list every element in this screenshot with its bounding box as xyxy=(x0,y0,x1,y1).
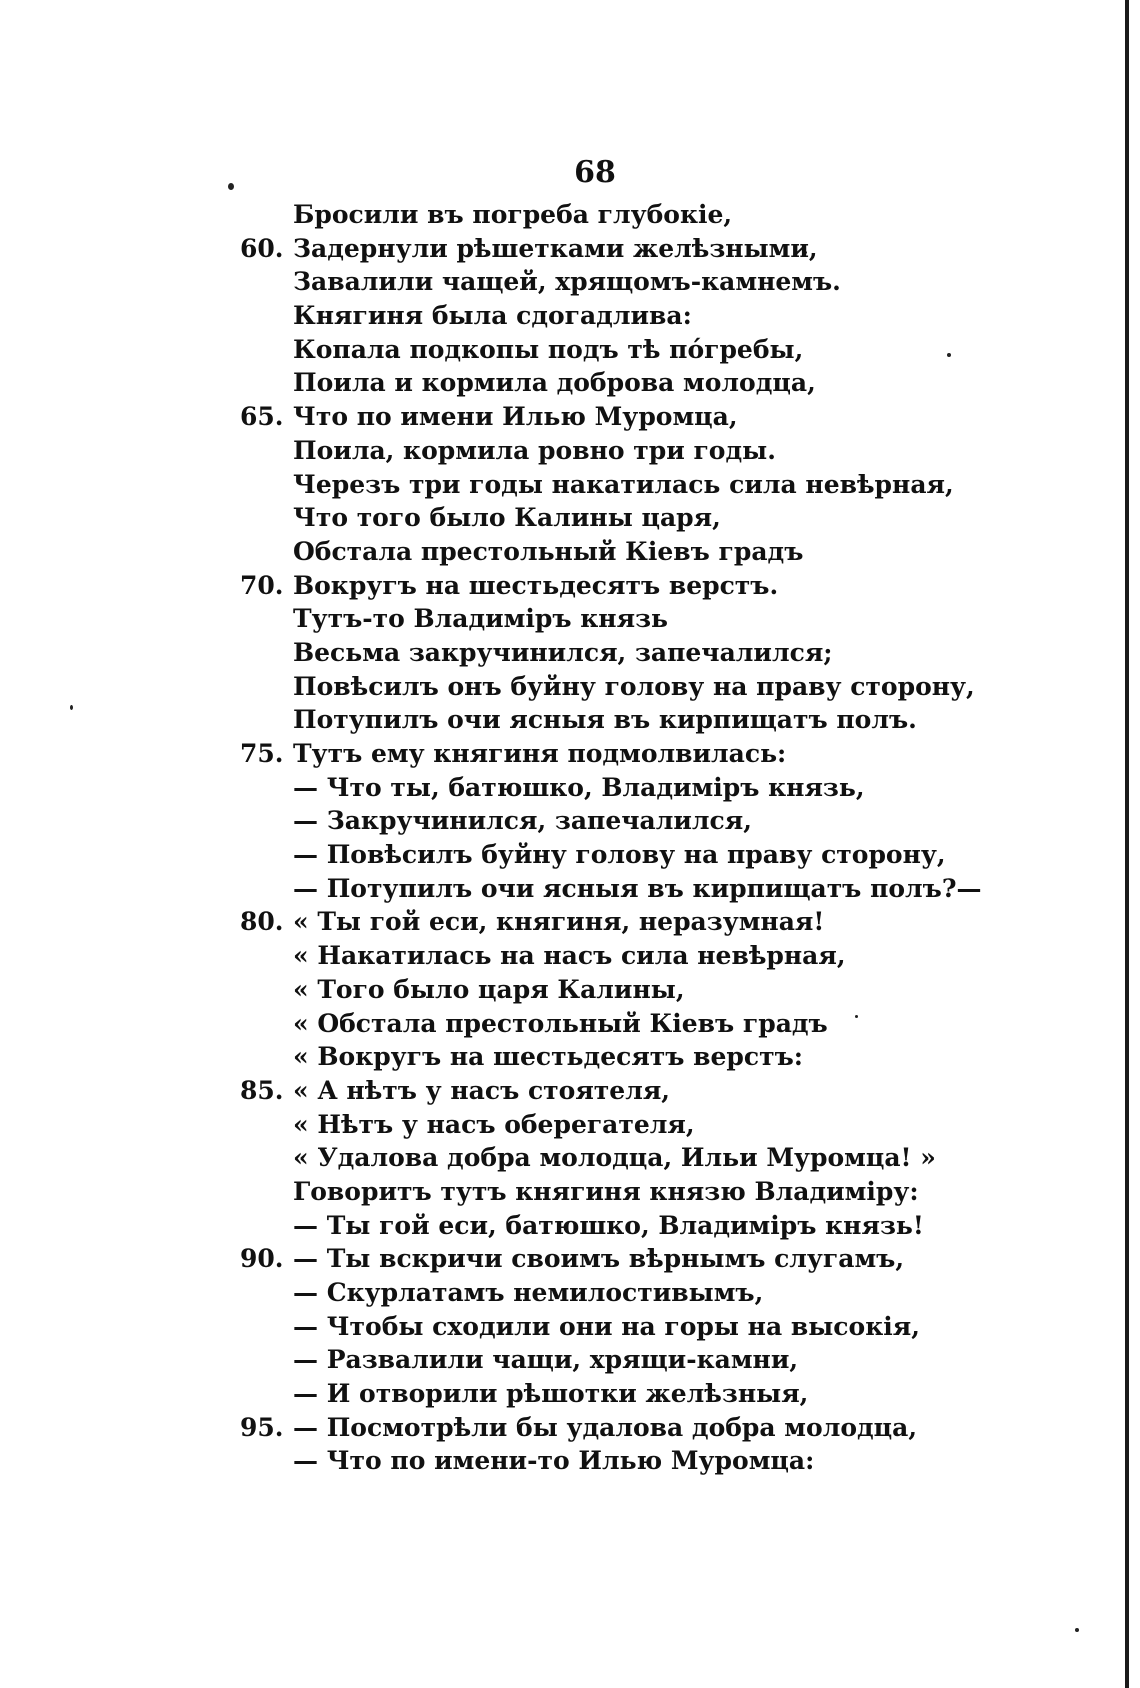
poem-line xyxy=(0,1444,1140,1478)
line-text: — Что по имени-то Илью Муромца: xyxy=(293,1446,815,1476)
line-text: Тутъ-то Владиміръ князь xyxy=(293,604,668,634)
poem-line xyxy=(0,400,1140,434)
poem-line xyxy=(0,1175,1140,1209)
poem-line xyxy=(0,265,1140,299)
line-text: Бросили въ погреба глубокіе, xyxy=(293,200,733,229)
line-text: — Развалили чащи, хрящи-камни, xyxy=(293,1345,799,1375)
line-text: Обстала престольный Кіевъ градъ xyxy=(293,536,804,566)
poem-line xyxy=(0,299,1140,333)
line-number: 70. xyxy=(240,570,284,600)
poem-line xyxy=(0,1007,1140,1041)
poem-line xyxy=(0,771,1140,805)
line-number: 75. xyxy=(240,739,284,768)
line-text: Копала подкопы подъ тѣ пóгребы, xyxy=(293,334,804,364)
line-number: 65. xyxy=(240,402,284,432)
line-text: « Того было царя Калины, xyxy=(293,974,685,1004)
poem-line xyxy=(0,872,1140,906)
poem-line xyxy=(0,1209,1140,1243)
line-text: « Накатилась на насъ сила невѣрная, xyxy=(293,941,846,971)
line-text: « Обстала престольный Кіевъ градъ xyxy=(293,1008,828,1038)
poem-line xyxy=(0,1040,1140,1074)
poem-text xyxy=(0,198,1140,1478)
poem-line xyxy=(0,703,1140,737)
line-number: 95. xyxy=(240,1412,284,1442)
poem-line xyxy=(0,1141,1140,1175)
line-text: — Повѣсилъ буйну голову на праву сторону, xyxy=(293,840,946,870)
poem-line xyxy=(0,1276,1140,1310)
poem-line xyxy=(0,737,1140,771)
line-text: « Удалова добра молодца, Ильи Муромца! » xyxy=(293,1143,936,1173)
line-text: Потупилъ очи ясныя въ кирпищатъ полъ. xyxy=(293,705,917,735)
line-text: Что того было Калины царя, xyxy=(293,503,721,533)
poem-line xyxy=(0,232,1140,266)
line-text: Завалили чащей, хрящомъ-камнемъ. xyxy=(293,267,841,297)
line-text: Вокругъ на шестьдесятъ верстъ. xyxy=(293,570,779,600)
poem-line xyxy=(0,1310,1140,1344)
poem-line xyxy=(0,198,1140,232)
line-text: Княгиня была сдогадлива: xyxy=(293,301,692,331)
poem-line xyxy=(0,939,1140,973)
line-text: — Чтобы сходили они на горы на высокія, xyxy=(293,1311,920,1341)
line-text: Поила и кормила доброва молодца, xyxy=(293,368,816,398)
line-text: — Что ты, батюшко, Владиміръ князь, xyxy=(293,772,865,802)
poem-line xyxy=(0,1377,1140,1411)
poem-line xyxy=(0,333,1140,367)
line-text: Весьма закручинился, запечалился; xyxy=(293,637,833,667)
line-text: Что по имени Илью Муромца, xyxy=(293,402,738,432)
line-number: 85. xyxy=(240,1075,284,1105)
line-text: Говоритъ тутъ княгиня князю Владиміру: xyxy=(293,1176,919,1206)
poem-line xyxy=(0,905,1140,939)
line-text: Задернули рѣшетками желѣзными, xyxy=(293,233,818,263)
poem-line xyxy=(0,1074,1140,1108)
poem-line xyxy=(0,1108,1140,1142)
poem-line xyxy=(0,670,1140,704)
line-text: — Скурлатамъ немилостивымъ, xyxy=(293,1278,764,1307)
line-text: « Ты гой еси, княгиня, неразумная! xyxy=(293,907,825,937)
page-number: 68 xyxy=(574,155,616,190)
line-text: — Посмотрѣли бы удалова добра молодца, xyxy=(293,1412,918,1442)
line-number: 90. xyxy=(240,1244,284,1274)
line-text: — Потупилъ очи ясныя въ кирпищатъ полъ?— xyxy=(293,873,982,903)
line-text: « А нѣтъ у насъ стоятеля, xyxy=(293,1075,671,1105)
line-text: — Ты вскричи своимъ вѣрнымъ слугамъ, xyxy=(293,1244,905,1274)
poem-line xyxy=(0,804,1140,838)
poem-line xyxy=(0,535,1140,569)
poem-line xyxy=(0,366,1140,400)
line-text: Повѣсилъ онъ буйну голову на праву сторону, xyxy=(293,671,975,701)
poem-line xyxy=(0,501,1140,535)
poem-line xyxy=(0,1343,1140,1377)
ink-speck xyxy=(1075,1628,1079,1632)
poem-line xyxy=(0,636,1140,670)
poem-line xyxy=(0,973,1140,1007)
line-text: « Нѣтъ у насъ оберегателя, xyxy=(293,1109,695,1139)
poem-line xyxy=(0,602,1140,636)
poem-line xyxy=(0,838,1140,872)
line-text: Поила, кормила ровно три годы. xyxy=(293,435,776,465)
poem-line xyxy=(0,468,1140,502)
line-text: Черезъ три годы накатилась сила невѣрная, xyxy=(293,469,954,499)
line-text: — И отворили рѣшотки желѣзныя, xyxy=(293,1379,809,1409)
line-text: « Вокругъ на шестьдесятъ верстъ: xyxy=(293,1042,804,1072)
line-text: — Ты гой еси, батюшко, Владиміръ князь! xyxy=(293,1210,924,1240)
poem-line xyxy=(0,434,1140,468)
line-text: Тутъ ему княгиня подмолвилась: xyxy=(293,739,787,768)
poem-line xyxy=(0,1411,1140,1445)
line-number: 80. xyxy=(240,907,284,937)
poem-line xyxy=(0,1242,1140,1276)
poem-line xyxy=(0,569,1140,603)
line-number: 60. xyxy=(240,233,284,263)
line-text: — Закручинился, запечалился, xyxy=(293,806,752,836)
